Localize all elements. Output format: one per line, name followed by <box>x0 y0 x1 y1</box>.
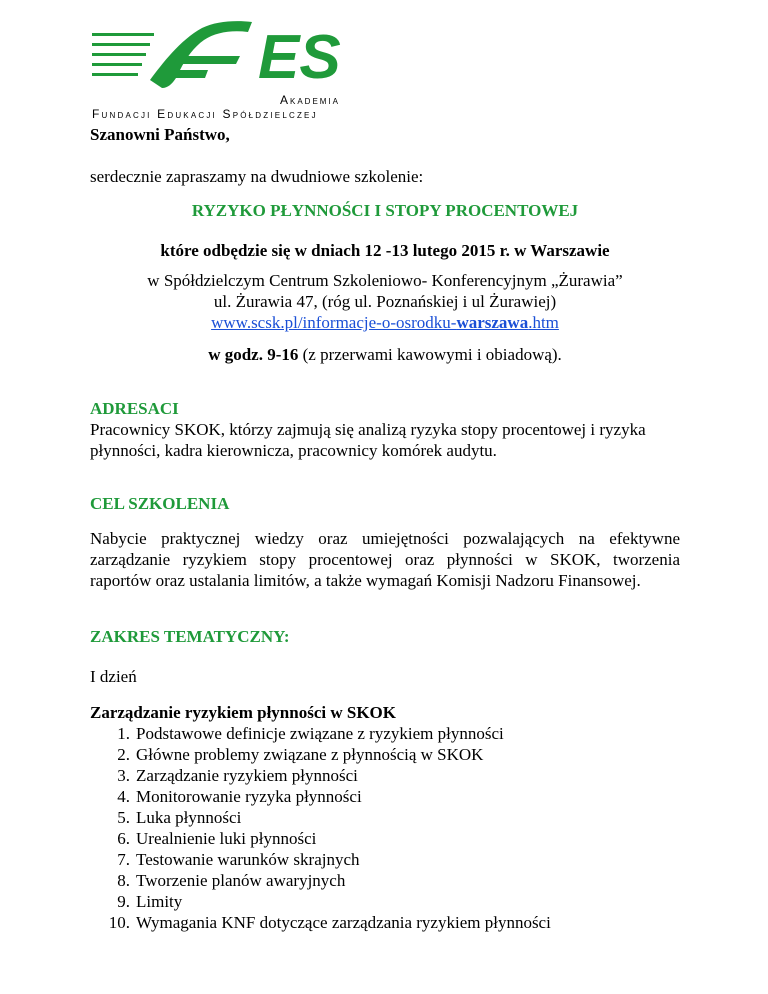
section-heading-cel: CEL SZKOLENIA <box>90 494 230 513</box>
list-item: 5. Luka płynności <box>117 808 242 827</box>
topic-heading: Zarządzanie ryzykiem płynności w SKOK <box>90 703 396 722</box>
invitation-text: serdecznie zapraszamy na dwudniowe szkolenie: <box>90 167 424 186</box>
f-swoosh <box>150 21 252 88</box>
list-item: 2. Główne problemy związane z płynnością w SKOK <box>117 745 484 764</box>
venue-link-post: .htm <box>528 313 559 332</box>
list-item: 7. Testowanie warunków skrajnych <box>117 850 360 869</box>
cel-text: Nabycie praktycznej wiedzy oraz umiejętności pozwalających na efektywne zarządzanie ryzykiem stopy procentowej oraz płynności w SKOK, tworzenia raportów oraz ustalania limitów, a także wymagań Komisji Nadzoru Finansowej. <box>90 529 680 590</box>
list-item: 1. Podstawowe definicje związane z ryzykiem płynności <box>117 724 504 743</box>
venue-address: ul. Żurawia 47, (róg ul. Poznańskiej i ul Żurawiej) <box>213 292 557 311</box>
hours-bold: w godz. 9-16 <box>208 345 299 364</box>
afes-logo <box>90 14 380 121</box>
list-item: 10. Wymagania KNF dotyczące zarządzania ryzykiem płynności <box>108 913 551 932</box>
logo-letters: ES <box>258 23 341 92</box>
adresaci-text: Pracownicy SKOK, którzy zajmują się analizą ryzyka stopy procentowej i ryzyka płynności, kadra kierownicza, pracownicy komórek audytu. <box>90 420 646 460</box>
greeting: Szanowni Państwo, <box>90 125 230 144</box>
day-label: I dzień <box>90 667 137 686</box>
list-item: 3. Zarządzanie ryzykiem płynności <box>117 766 358 785</box>
venue-block <box>90 270 680 333</box>
list-item: 4. Monitorowanie ryzyka płynności <box>117 787 362 806</box>
hours <box>90 344 680 365</box>
list-item: 6. Urealnienie luki płynności <box>117 829 317 848</box>
section-heading-zakres: ZAKRES TEMATYCZNY: <box>90 627 290 646</box>
list-item: 8. Tworzenie planów awaryjnych <box>117 871 346 890</box>
logo-line-akademia: Akademia <box>280 93 341 107</box>
venue-name: w Spółdzielczym Centrum Szkoleniowo- Konferencyjnym „Żurawia” <box>147 271 623 290</box>
list-item: 9. Limity <box>117 892 183 911</box>
venue-link[interactable] <box>211 313 559 332</box>
section-heading-adresaci: ADRESACI <box>90 399 179 418</box>
fes-logo-mark <box>90 14 380 94</box>
topic-list <box>90 723 680 933</box>
venue-link-pre: www.scsk.pl/informacje-o-osrodku- <box>211 313 457 332</box>
hours-rest: (z przerwami kawowymi i obiadową). <box>298 345 562 364</box>
course-title: RYZYKO PŁYNNOŚCI I STOPY PROCENTOWEJ <box>191 201 579 220</box>
logo-line-foundation: Fundacji Edukacji Spółdzielczej <box>92 107 318 121</box>
course-dates: które odbędzie się w dniach 12 -13 lutego 2015 r. w Warszawie <box>160 241 610 260</box>
venue-link-bold: warszawa <box>456 313 529 332</box>
